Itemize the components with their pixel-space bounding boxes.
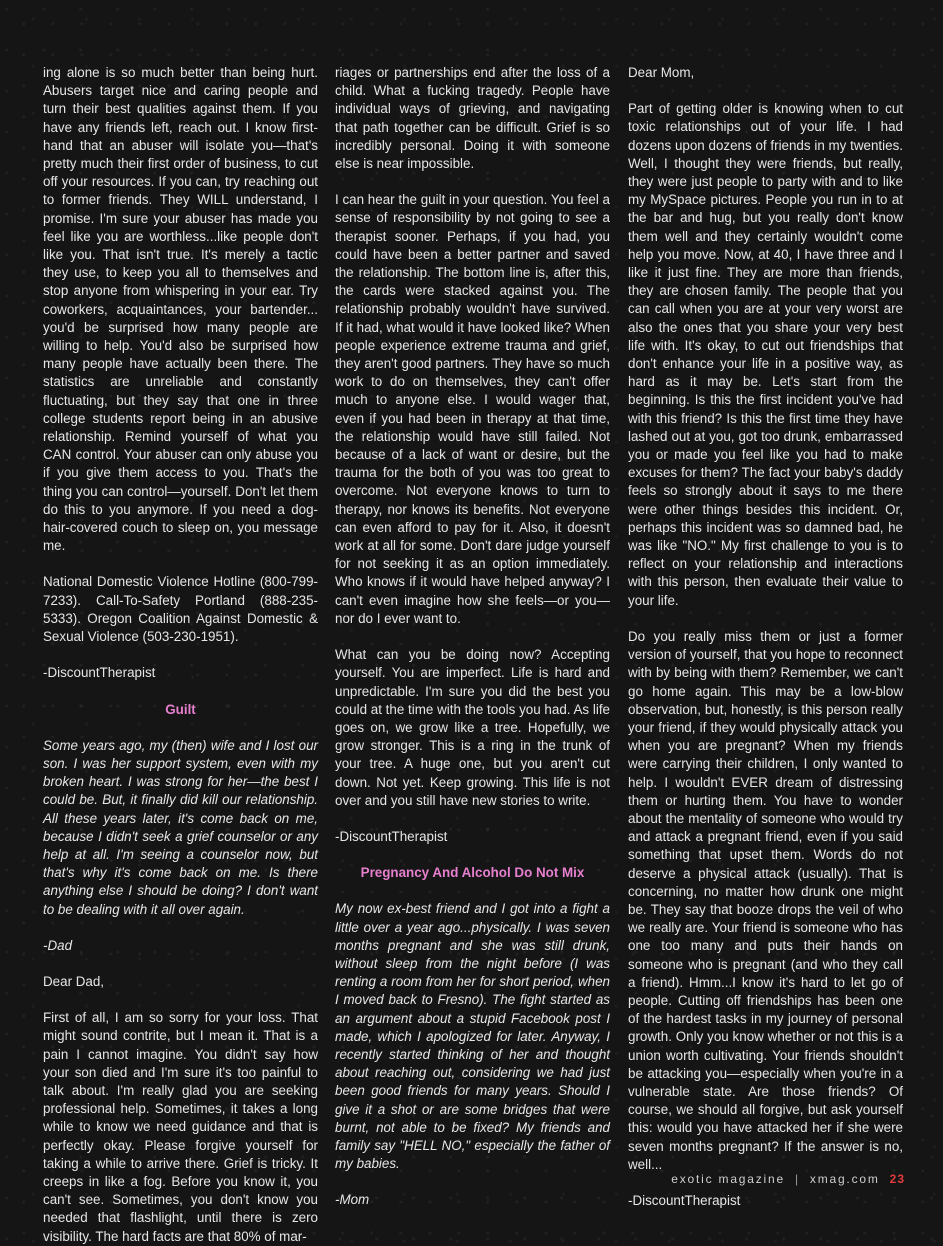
answer-paragraph: ing alone is so much better than being hurt. Abusers target nice and caring people and turn their best qualities against them. If you have any friends left, reach out. I know first-hand that an abuser will isolate you—that's pretty much their first order of business, to cut off your resources. If you can, try reaching out to former friends. They WILL understand, I promise. I'm sure your abuser has made you feel like you are worthless...like people don't like you. That isn't true. It's merely a tactic they use, to keep you all to themselves and stop anyone from whispering in your ear. Try coworkers, acquaintances, your bartender... you'd be surprised how many people are willing to help. You'd also be surprised how many people have actually been there. The statistics are unreliable and constantly fluctuating, but they say that one in three college students report being in an abusive relationship. Remind yourself of what you CAN control. Your abuser can only abuse you if you give them access to you. That's the thing you can control—yourself. Don't let them do this to you anymore. If you need a dog-hair-covered couch to sleep on, you message me. [43, 65, 318, 554]
letter-sender: -Mom [335, 1192, 370, 1208]
signature: -DiscountTherapist [335, 828, 448, 844]
answer-paragraph: riages or partnerships end after the loss of a child. What a fucking tragedy. People have individual ways of grieving, and navigating that path together can be difficult. Grief is so incredibly personal. Doing it with someone else is near impossible. [335, 65, 610, 172]
reply-greeting: Dear Mom, [628, 65, 695, 80]
answer-paragraph: First of all, I am so sorry for your loss. That might sound contrite, but I mean it. That is a pain I cannot imagine. You didn't say how your son died and I'm sure it's too painful to talk about. I'm really glad you are seeking professional help. Sometimes, it takes a long while to know we need guidance and that is perfectly okay. Please forgive yourself for taking a while to arrive there. Grief is tricky. It creeps in like a fog. Before you know it, you can't see. Sometimes, you don't know you needed that flashlight, until there is zero visibility. The hard facts are that 80% of mar- [43, 1010, 318, 1244]
page-footer [671, 1172, 905, 1186]
column-left [43, 64, 318, 1246]
column-middle [335, 64, 610, 1210]
signature: -DiscountTherapist [43, 665, 156, 681]
page-number: 23 [889, 1172, 905, 1186]
answer-paragraph: Do you really miss them or just a former version of yourself, that you hope to reconnect with by being with them? Remember, we can't go home again. This may be a low-blow observation, but, honestly, is this person really your friend, if they would physically attack you when you are pregnant? When my friends were carrying their children, I only wanted to help. I wouldn't EVER dream of distressing them or hurting them. You have to wonder about the mentality of someone who would try and attack a pregnant friend, even if you said something that upset them. Words do not deserve a physical attack (usually). That is concerning, no matter how drunk one might be. They say that booze drops the veil of who we really are. Your friend is someone who has one too many and puts their hands on someone who is pregnant (and who they call a friend). Hmm...I know it's hard to let go of people. Cutting off friendships has been one of the hardest tasks in my journey of personal growth. Only you know whether or not this is a union worth cultivating. Your friends shouldn't be attacking you—especially when you're in a vulnerable state. Are those friends? Of course, we should all forgive, but ask yourself this: would you have attacked her if she were seven months pregnant? If the answer is no, well... [628, 628, 903, 1172]
website-url: xmag.com [809, 1172, 880, 1186]
reader-letter: My now ex-best friend and I got into a fight a little over a year ago...physically. I was seven months pregnant and she was still drunk, without sleep from the night before (I was renting a room from her for short period, when I moved back to Fresno). The fight started as an argument about a stupid Facebook post I made, which I apologized for later. Anyway, I recently started thinking of her and thought about reaching out, considering we had just been good friends for many years. Should I give it a shot or are some bridges that were burnt, not able to be fixed? My friends and family say "HELL NO," especially the father of my babies. [335, 901, 610, 1172]
hotline-list: National Domestic Violence Hotline (800-799-7233). Call-To-Safety Portland (888-235-5333). Oregon Coalition Against Domestic & Sexual Violence (503-230-1951). [43, 574, 318, 645]
footer-separator: | [794, 1172, 800, 1186]
section-heading-guilt: Guilt [165, 701, 196, 717]
publication-name: exotic magazine [671, 1172, 785, 1186]
answer-paragraph: Part of getting older is knowing when to cut toxic relationships out of your life. I had dozens upon dozens of friends in my twenties. Well, I thought they were friends, but really, they were just people to party with and to like my MySpace pictures. People you run in to at the bar and hug, but you really don't know them well and they certainly wouldn't come help you move. Now, at 40, I have three and I like it just fine. They are more than friends, they are chosen family. The people that you can call when you are at your very worst are also the ones that you share your very best life with. It's okay, to cut out friendships that don't enhance your life in a positive way, as hard as it may be. Let's start from the beginning. Is this the first incident you've had with this friend? Is this the first time they have lashed out at you, got too drunk, embarrassed you or made you feel like you had to make excuses for them? The fact your baby's daddy feels so strongly about it says to me there were other things besides this incident. Or, perhaps this incident was so damned bad, he was like "NO." My first challenge to you is to reflect on your relationship and interactions with this person, then evaluate their value to your life. [628, 101, 903, 608]
reply-greeting: Dear Dad, [43, 973, 105, 989]
section-heading-pregnancy: Pregnancy And Alcohol Do Not Mix [360, 865, 585, 881]
signature: -DiscountTherapist [628, 1192, 741, 1208]
answer-paragraph: I can hear the guilt in your question. You feel a sense of responsibility by not going to see a therapist sooner. Perhaps, if you had, you could have been a better partner and saved the relationship. The bottom line is, after this, the cards were stacked against you. The relationship probably wouldn't have survived. If it had, what would it have looked like? When people experience extreme trauma and grief, they aren't good partners. They have so much work to do on themselves, they can't offer much to anyone else. I would wager that, even if you had been in therapy at that time, the relationship would have still failed. Not because of a lack of want or desire, but the trauma for the both of you was too great to overcome. Not everyone knows to turn to therapy, nor knows its benefits. Not everyone can even afford to pay for it. Also, it doesn't work at all for some. Don't dare judge yourself for not seeking it as an option immediately. Who knows if it would have helped anyway? I can't even imagine how she feels—or you—nor do I ever want to. [335, 192, 610, 626]
answer-paragraph: What can you be doing now? Accepting yourself. You are imperfect. Life is hard and unpredictable. I'm sure you did the best you could at the time with the tools you had. As life goes on, we grow like a tree. Hopefully, we grow stronger. This is a ring in the trunk of your tree. A huge one, but you aren't cut down. Not yet. Keep growing. This life is not over and you still have new stories to write. [335, 647, 610, 808]
reader-letter: Some years ago, my (then) wife and I lost our son. I was her support system, even with my broken heart. I was strong for her—the best I could be. But, it finally did kill our relationship. All these years later, it's come back on me, because I didn't seek a grief counselor or any help at all. I'm seeing a counselor now, but that's why it's come back on me. Is there anything else I should be doing? I don't want to be dealing with it all over again. [43, 737, 318, 917]
letter-sender: -Dad [43, 937, 73, 953]
column-right [628, 64, 903, 1210]
